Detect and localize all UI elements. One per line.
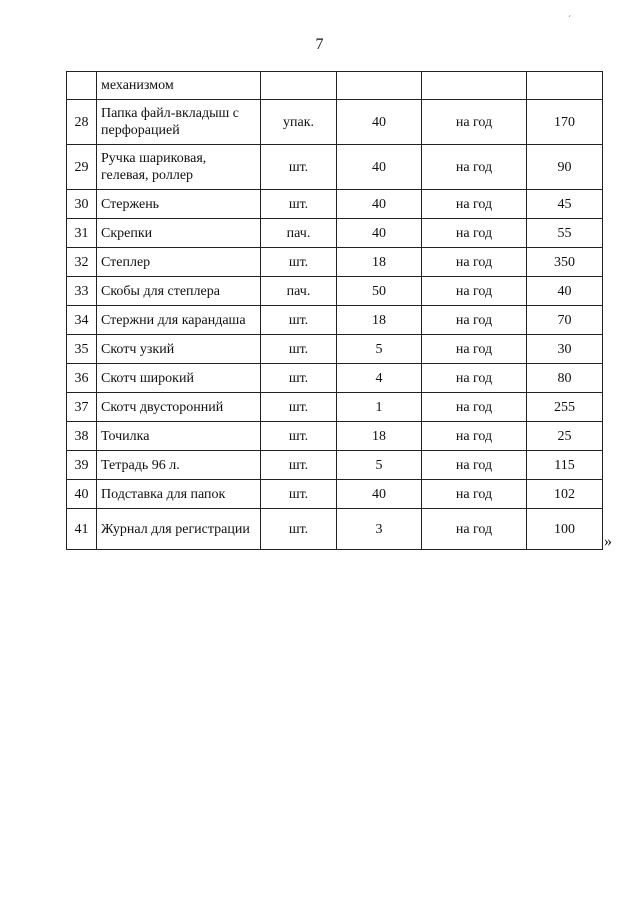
price-cell: 170 [527,100,603,145]
period-cell: на год [422,364,527,393]
row-number-cell: 32 [67,248,97,277]
quantity-cell [337,72,422,100]
quantity-cell: 1 [337,393,422,422]
table-row [67,248,603,277]
closing-quote: » [604,533,612,550]
item-name-cell: Скрепки [97,219,261,248]
price-cell: 25 [527,422,603,451]
table-row [67,335,603,364]
row-number-cell: 38 [67,422,97,451]
period-cell: на год [422,145,527,190]
item-name-cell: Стержни для карандаша [97,306,261,335]
table-row [67,190,603,219]
price-cell: 90 [527,145,603,190]
period-cell: на год [422,248,527,277]
item-name-cell: механизмом [97,72,261,100]
period-cell: на год [422,393,527,422]
row-number-cell: 33 [67,277,97,306]
items-table-body [67,72,603,550]
period-cell: на год [422,451,527,480]
item-name-cell: Скотч двусторонний [97,393,261,422]
row-number-cell: 30 [67,190,97,219]
row-number-cell: 28 [67,100,97,145]
quantity-cell: 5 [337,451,422,480]
table-row [67,480,603,509]
quantity-cell: 5 [337,335,422,364]
item-name-cell: Папка файл-вкладыш с перфорацией [97,100,261,145]
row-number-cell: 34 [67,306,97,335]
row-number-cell [67,72,97,100]
row-number-cell: 37 [67,393,97,422]
item-name-cell: Скотч узкий [97,335,261,364]
price-cell: 30 [527,335,603,364]
quantity-cell: 50 [337,277,422,306]
quantity-cell: 18 [337,248,422,277]
price-cell: 350 [527,248,603,277]
items-table [66,71,603,550]
quantity-cell: 3 [337,509,422,550]
table-row [67,509,603,550]
item-name-cell: Подставка для папок [97,480,261,509]
table-row [67,277,603,306]
table-row [67,100,603,145]
corner-mark: ˊ [568,14,571,24]
period-cell: на год [422,100,527,145]
period-cell [422,72,527,100]
unit-cell: пач. [261,219,337,248]
quantity-cell: 40 [337,100,422,145]
unit-cell: шт. [261,422,337,451]
item-name-cell: Тетрадь 96 л. [97,451,261,480]
item-name-cell: Скобы для степлера [97,277,261,306]
table-row [67,219,603,248]
row-number-cell: 36 [67,364,97,393]
quantity-cell: 40 [337,480,422,509]
row-number-cell: 35 [67,335,97,364]
item-name-cell: Ручка шариковая, гелевая, роллер [97,145,261,190]
unit-cell: шт. [261,190,337,219]
price-cell: 102 [527,480,603,509]
price-cell: 255 [527,393,603,422]
row-number-cell: 39 [67,451,97,480]
price-cell: 55 [527,219,603,248]
unit-cell: упак. [261,100,337,145]
table-row [67,393,603,422]
period-cell: на год [422,306,527,335]
unit-cell: шт. [261,480,337,509]
table-row [67,72,603,100]
item-name-cell: Стержень [97,190,261,219]
table-row [67,145,603,190]
unit-cell: шт. [261,335,337,364]
price-cell: 45 [527,190,603,219]
table-row [67,364,603,393]
row-number-cell: 41 [67,509,97,550]
period-cell: на год [422,277,527,306]
quantity-cell: 18 [337,306,422,335]
item-name-cell: Скотч широкий [97,364,261,393]
price-cell: 115 [527,451,603,480]
quantity-cell: 18 [337,422,422,451]
price-cell: 40 [527,277,603,306]
row-number-cell: 40 [67,480,97,509]
table-row [67,451,603,480]
unit-cell: шт. [261,145,337,190]
period-cell: на год [422,335,527,364]
price-cell: 100 [527,509,603,550]
item-name-cell: Точилка [97,422,261,451]
quantity-cell: 40 [337,145,422,190]
quantity-cell: 4 [337,364,422,393]
period-cell: на год [422,219,527,248]
item-name-cell: Журнал для регистрации [97,509,261,550]
unit-cell [261,72,337,100]
unit-cell: шт. [261,509,337,550]
row-number-cell: 29 [67,145,97,190]
price-cell: 80 [527,364,603,393]
price-cell: 70 [527,306,603,335]
period-cell: на год [422,509,527,550]
unit-cell: пач. [261,277,337,306]
period-cell: на год [422,422,527,451]
period-cell: на год [422,480,527,509]
quantity-cell: 40 [337,219,422,248]
item-name-cell: Степлер [97,248,261,277]
unit-cell: шт. [261,248,337,277]
unit-cell: шт. [261,306,337,335]
quantity-cell: 40 [337,190,422,219]
price-cell [527,72,603,100]
period-cell: на год [422,190,527,219]
page-number: 7 [315,36,324,53]
unit-cell: шт. [261,393,337,422]
table-row [67,422,603,451]
unit-cell: шт. [261,451,337,480]
table-row [67,306,603,335]
row-number-cell: 31 [67,219,97,248]
unit-cell: шт. [261,364,337,393]
